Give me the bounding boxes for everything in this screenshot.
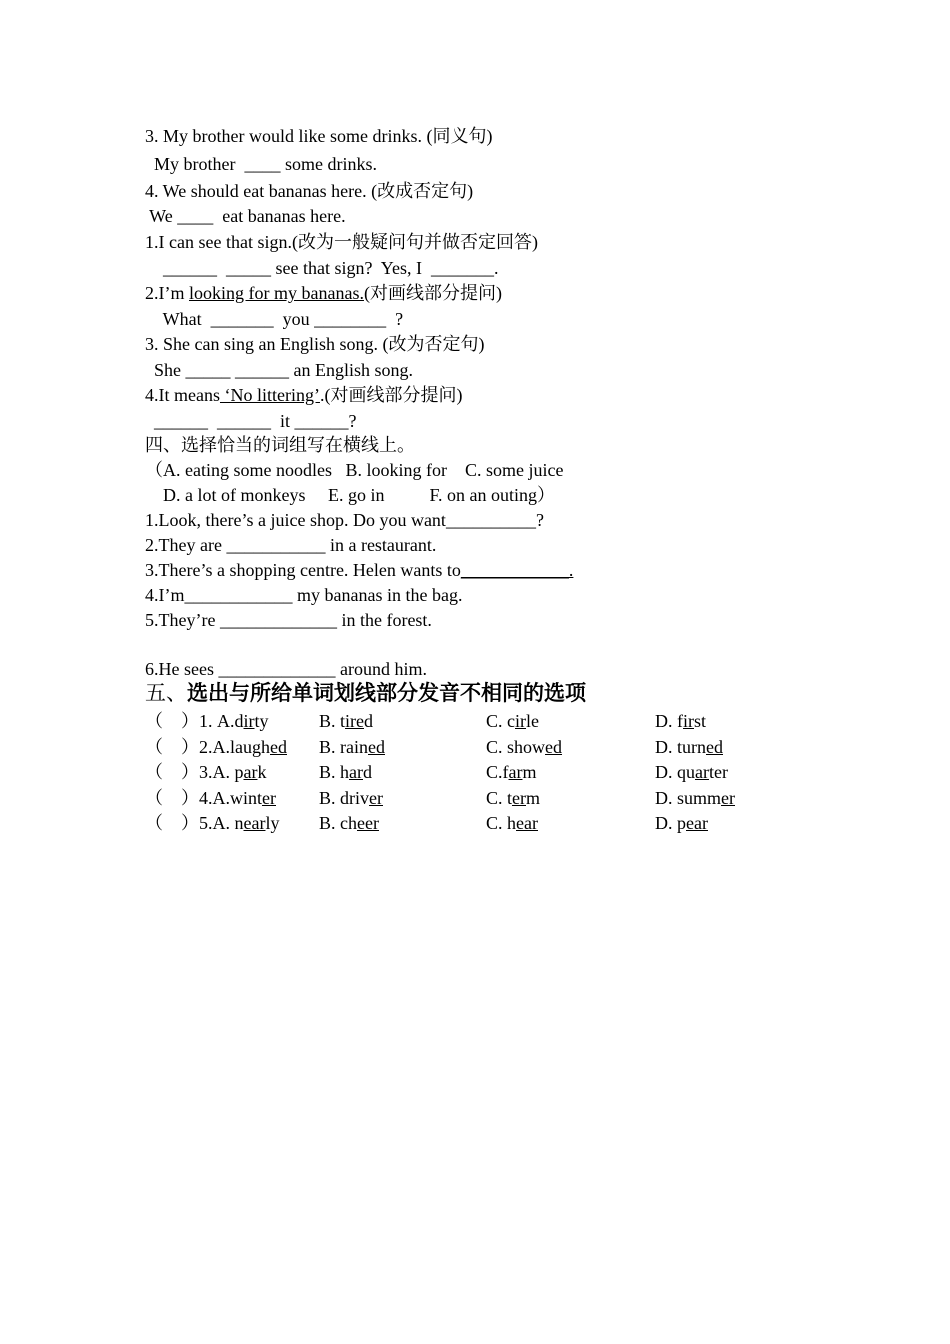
answer-bracket-label: （ ）1. A. [145,711,235,731]
underlined-text: ‘No littering’ [219,385,320,405]
worksheet-line [145,459,563,481]
option-c [486,736,562,758]
text-segment: n [234,813,244,833]
option-c [486,761,537,783]
text-segment: What _______ you ________ ? [145,309,404,329]
worksheet-line [145,205,346,227]
worksheet-line [145,282,502,304]
option-b [319,761,372,783]
worksheet-line [145,153,377,175]
section-5-title: 选出与所给单词划线部分发音不相同的选项 [187,681,586,705]
underlined-text: er [369,788,383,808]
text-segment: 3. My brother would like some drinks. (同义句) [145,126,493,146]
underlined-text: ear [516,813,538,833]
answer-bracket-label: （ ）2.A. [145,737,230,757]
text-segment: C. t [486,788,513,808]
text-segment: 4.It means [145,385,220,405]
text-segment: m [522,762,537,782]
text-segment: B. t [319,711,346,731]
text-segment: ______ _____ see that sign? Yes, I _______. [145,258,499,278]
underlined-text: ed [368,737,385,757]
option-d [655,736,723,758]
worksheet-line [145,257,499,279]
text-segment: D. qu [655,762,695,782]
text-segment: D. turn [655,737,706,757]
underlined-text: er [262,788,276,808]
option-d [655,710,706,732]
underlined-text: er [512,788,526,808]
text-segment: B. driv [319,788,370,808]
text-segment: d [363,762,372,782]
option-d [655,787,735,809]
worksheet-line [145,125,492,147]
worksheet-line [145,509,544,531]
option-b [319,812,379,834]
text-segment: d [364,711,373,731]
worksheet-line [145,384,462,406]
worksheet-line [145,559,573,581]
text-segment: 四、选择恰当的词组写在横线上。 [145,435,415,455]
worksheet-line [145,180,473,202]
underlined-text: ed [545,737,563,757]
text-segment: ly [265,813,280,833]
text-segment: 2.I’m [145,283,189,303]
underlined-text: ir [243,711,255,731]
worksheet-line [145,333,484,355]
underlined-text: ____________. [460,560,574,580]
underlined-text: ire [345,711,364,731]
underlined-text: ed [706,737,723,757]
text-segment: 2.They are ___________ in a restaurant. [145,535,437,555]
answer-bracket-label: （ ）3.A. [145,762,235,782]
option-c [486,812,538,834]
text-segment: d [234,711,244,731]
worksheet-line [145,534,436,556]
worksheet-line [145,434,415,456]
text-segment: B. h [319,762,350,782]
text-segment: C. show [486,737,546,757]
text-segment: B. rain [319,737,368,757]
underlined-text: ar [695,762,709,782]
answer-bracket-label: （ ）5.A. [145,813,235,833]
worksheet-line [145,308,403,330]
worksheet-line [145,410,357,432]
text-segment: st [694,711,707,731]
worksheet-line [145,359,413,381]
option-c [486,710,539,732]
question-number [145,710,269,732]
text-segment: C. h [486,813,517,833]
section-5-prefix: 五、 [145,681,187,705]
text-segment: ty [254,711,269,731]
text-segment: k [257,762,267,782]
text-segment: 4.I’m____________ my bananas in the bag. [145,585,463,605]
section-5-heading [145,682,586,704]
option-d [655,761,728,783]
worksheet-line [145,484,555,506]
text-segment: ter [708,762,728,782]
text-segment: ______ ______ it ______? [145,411,357,431]
underlined-text: er [721,788,735,808]
text-segment: C. c [486,711,515,731]
text-segment: 5.They’re _____________ in the forest. [145,610,432,630]
question-number [145,812,280,834]
question-number [145,787,276,809]
underlined-text: ed [270,737,287,757]
option-c [486,787,540,809]
underlined-text: ear [686,813,708,833]
text-segment: My brother ____ some drinks. [145,154,377,174]
option-d [655,812,708,834]
text-segment: 3. She can sing an English song. (改为否定句) [145,334,485,354]
text-segment: B. ch [319,813,357,833]
text-segment: We ____ eat bananas here. [145,206,346,226]
underlined-text: ear [243,813,266,833]
option-b [319,710,373,732]
underlined-text: looking for my bananas. [189,283,364,303]
text-segment: 6.He sees _____________ around him. [145,659,427,679]
underlined-text: ar [508,762,523,782]
text-segment: 1.Look, there’s a juice shop. Do you want__________? [145,510,544,530]
worksheet-line [145,584,462,606]
text-segment: D. a lot of monkeys E. go in F. on an outing） [145,485,556,505]
underlined-text: ar [243,762,258,782]
text-segment: D. p [655,813,686,833]
underlined-text: ar [349,762,363,782]
question-number [145,736,287,758]
answer-bracket-label: （ ）4.A. [145,788,230,808]
option-b [319,736,385,758]
text-segment: p [234,762,244,782]
worksheet-line [145,609,432,631]
question-number [145,761,266,783]
text-segment: She _____ ______ an English song. [145,360,413,380]
text-segment: D. summ [655,788,722,808]
text-segment: m [526,788,541,808]
text-segment: le [526,711,539,731]
text-segment: .(对画线部分提问) [319,385,463,405]
text-segment: laugh [230,737,270,757]
underlined-text: ir [515,711,526,731]
text-segment: (对画线部分提问) [363,283,502,303]
option-b [319,787,383,809]
text-segment: wint [230,788,263,808]
worksheet-line [145,231,538,253]
text-segment: 3.There’s a shopping centre. Helen wants to [145,560,461,580]
text-segment: D. f [655,711,683,731]
text-segment: 4. We should eat bananas here. (改成否定句) [145,181,474,201]
underlined-text: eer [357,813,379,833]
text-segment: 1.I can see that sign.(改为一般疑问句并做否定回答) [145,232,538,252]
worksheet-line [145,658,427,680]
text-segment: （A. eating some noodles B. looking for C. some juice [145,460,564,480]
text-segment: C.f [486,762,509,782]
underlined-text: ir [683,711,694,731]
